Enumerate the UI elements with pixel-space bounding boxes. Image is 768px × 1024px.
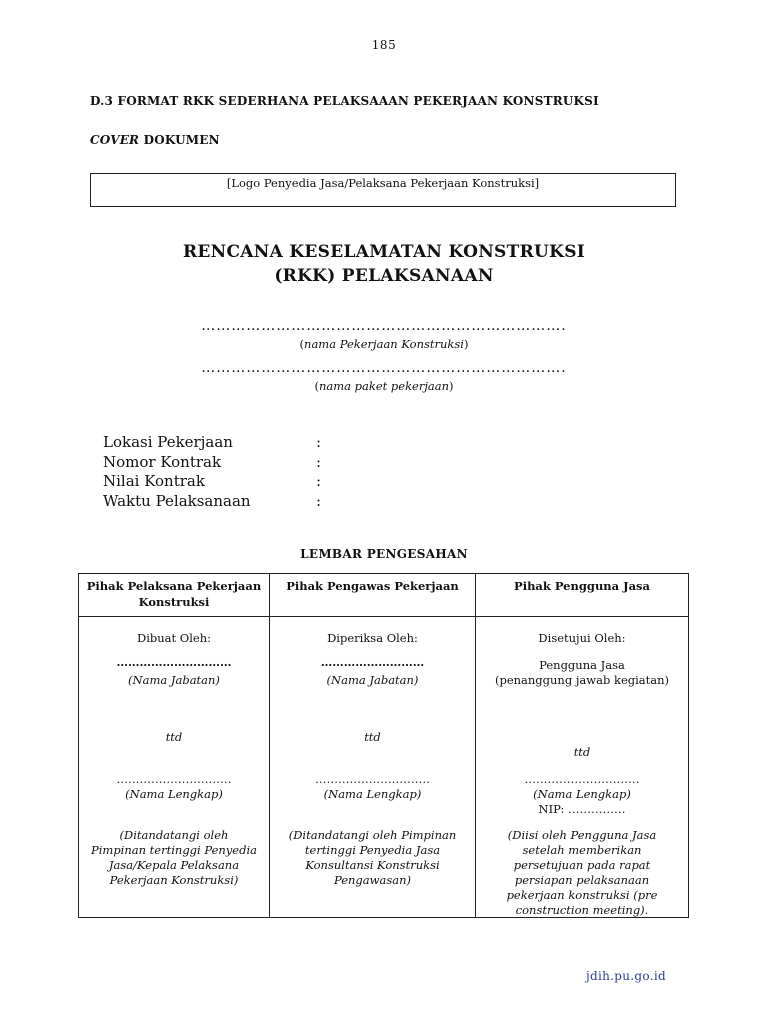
project-info-list xyxy=(103,433,321,511)
dotted-line-paket: ………………………………………………………………. xyxy=(201,360,567,376)
signing-note: (Ditandatangi oleh Pimpinan tertinggi Penyedia Jasa Konsultansi Konstruksi Pengawasan) xyxy=(288,828,457,887)
nama-lengkap: (Nama Lengkap) xyxy=(125,787,223,801)
logo-placeholder-text: [Logo Penyedia Jasa/Pelaksana Pekerjaan Konstruksi] xyxy=(226,176,540,190)
logo-placeholder-box xyxy=(90,173,676,207)
dotted-jabatan: ………………………… xyxy=(116,655,232,669)
caption-paket: (nama paket pekerjaan) xyxy=(314,379,454,393)
info-label: Waktu Pelaksanaan xyxy=(103,491,251,510)
info-label: Lokasi Pekerjaan xyxy=(103,433,233,451)
approval-table-signature-row xyxy=(79,617,689,918)
header-pelaksana: Pihak Pelaksana Pekerjaan Konstruksi xyxy=(79,574,270,617)
dotted-jabatan: ……………………… xyxy=(320,655,425,669)
signature-cell-pelaksana xyxy=(79,617,270,918)
ttd-label: ttd xyxy=(165,730,183,744)
info-colon: : xyxy=(316,433,322,451)
info-row-nilai-kontrak xyxy=(103,472,321,492)
dotted-nama: ………………………… xyxy=(116,772,232,786)
document-title-line2: (RKK) PELAKSANAAN xyxy=(274,266,494,286)
footer-link[interactable]: jdih.pu.go.id xyxy=(586,969,666,983)
info-label: Nomor Kontrak xyxy=(103,452,222,471)
approval-table xyxy=(78,573,689,918)
cover-title-rest: DOKUMEN xyxy=(139,133,220,147)
dotted-line-pekerjaan: ………………………………………………………………. xyxy=(201,318,567,334)
nip-field: NIP: …………… xyxy=(538,802,626,816)
nama-lengkap: (Nama Lengkap) xyxy=(323,787,422,801)
cover-title xyxy=(90,133,220,147)
info-colon: : xyxy=(316,472,322,490)
ttd-label: ttd xyxy=(573,745,591,759)
caption-pekerjaan: (nama Pekerjaan Konstruksi) xyxy=(299,337,469,351)
document-title-line1: RENCANA KESELAMATAN KONSTRUKSI xyxy=(182,242,586,262)
info-colon: : xyxy=(316,491,322,510)
info-row-nomor-kontrak xyxy=(103,453,321,473)
info-label: Nilai Kontrak xyxy=(103,472,205,490)
nama-jabatan: (Nama Jabatan) xyxy=(128,673,220,687)
approval-heading: LEMBAR PENGESAHAN xyxy=(300,547,468,561)
ttd-label: ttd xyxy=(364,730,381,744)
cover-title-italic: COVER xyxy=(90,133,140,147)
page-number: 185 xyxy=(371,38,397,52)
action-label: Diperiksa Oleh: xyxy=(327,631,418,645)
signing-note: (Ditandatangi oleh Pimpinan tertinggi Penyedia Jasa/Kepala Pelaksana Pekerjaan Konstruksi) xyxy=(91,828,258,887)
action-label: Dibuat Oleh: xyxy=(137,631,211,645)
header-pengguna: Pihak Pengguna Jasa xyxy=(476,574,689,617)
action-label: Disetujui Oleh: xyxy=(538,631,626,645)
role-description: (penanggung jawab kegiatan) xyxy=(494,673,670,687)
document-title xyxy=(0,240,768,288)
role-label: Pengguna Jasa xyxy=(539,658,625,672)
dotted-nama: ………………………… xyxy=(524,772,640,786)
nama-jabatan: (Nama Jabatan) xyxy=(326,673,419,687)
info-row-lokasi xyxy=(103,433,321,453)
approval-table-header-row xyxy=(79,574,689,617)
signature-cell-pengawas xyxy=(270,617,476,918)
header-pengawas: Pihak Pengawas Pekerjaan xyxy=(270,574,476,617)
nama-lengkap: (Nama Lengkap) xyxy=(533,787,631,801)
signature-cell-pengguna xyxy=(476,617,689,918)
info-colon: : xyxy=(316,452,322,471)
dotted-nama: ………………………… xyxy=(315,772,430,786)
info-row-waktu xyxy=(103,492,321,512)
section-title: D.3 FORMAT RKK SEDERHANA PELAKSAAAN PEKERJAAN KONSTRUKSI xyxy=(90,94,599,108)
signing-note: (Diisi oleh Pengguna Jasa setelah memberikan persetujuan pada rapat persiapan pelaksanaan pekerjaan konstruksi (pre construction meeting). xyxy=(506,828,658,917)
